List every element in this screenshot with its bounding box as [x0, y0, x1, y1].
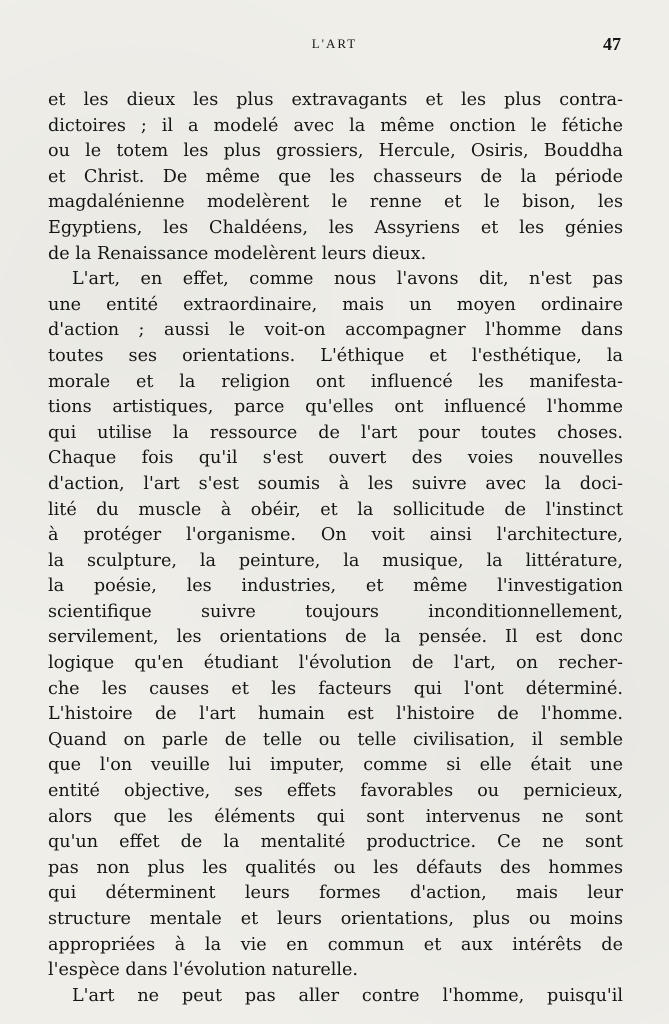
text-line: alors que les éléments qui sont intervenus ne sont: [48, 806, 623, 827]
text-line: et Christ. De même que les chasseurs de la période: [48, 166, 623, 187]
text-line: d'action ; aussi le voit-on accompagner l'homme dans: [48, 320, 623, 341]
text-line: scientifique suivre toujours inconditionnellement,: [48, 601, 623, 622]
running-head: [0, 34, 669, 56]
text-line: une entité extraordinaire, mais un moyen ordinaire: [48, 294, 623, 315]
text-line: pas non plus les qualités ou les défauts des hommes: [48, 857, 623, 878]
text-line: Egyptiens, les Chaldéens, les Assyriens et les génies: [48, 217, 623, 238]
running-title: L'ART: [311, 36, 358, 51]
text-line: entité objective, ses effets favorables ou pernicieux,: [48, 781, 623, 802]
text-line: la poésie, les industries, et même l'investigation: [48, 576, 623, 597]
text-line: structure mentale et leurs orientations, plus ou moins: [48, 909, 623, 929]
text-line: à protéger l'organisme. On voit ainsi l'architecture,: [48, 525, 623, 546]
text-line: toutes ses orientations. L'éthique et l'esthétique, la: [48, 345, 623, 366]
text-line: L'art, en effet, comme nous l'avons dit, n'est pas: [72, 269, 623, 290]
text-line: tions artistiques, parce qu'elles ont influencé l'homme: [48, 397, 623, 418]
text-line: la sculpture, la peinture, la musique, la littérature,: [48, 550, 623, 571]
text-line: ou le totem les plus grossiers, Hercule, Osiris, Bouddha: [48, 141, 623, 162]
text-line: qui déterminent leurs formes d'action, mais leur: [48, 883, 623, 904]
text-line: servilement, les orientations de la pensée. Il est donc: [48, 627, 623, 648]
text-line: appropriées à la vie en commun et aux intérêts de: [48, 934, 623, 955]
text-line: morale et la religion ont influencé les manifesta-: [48, 371, 623, 392]
text-line: L'histoire de l'art humain est l'histoire de l'homme.: [48, 704, 623, 725]
text-line: et les dieux les plus extravagants et les plus contra-: [48, 90, 623, 110]
body-text: [48, 88, 623, 1009]
text-line: che les causes et les facteurs qui l'ont déterminé.: [48, 678, 623, 699]
text-line: lité du muscle à obéir, et la sollicitude de l'instinct: [48, 499, 623, 520]
text-line: que l'on veuille lui imputer, comme si elle était une: [48, 755, 623, 776]
text-line: de la Renaissance modelèrent leurs dieux.: [48, 243, 427, 264]
text-line: qui utilise la ressource de l'art pour toutes choses.: [48, 422, 623, 443]
text-line: L'art ne peut pas aller contre l'homme, puisqu'il: [72, 985, 623, 1006]
text-line: dictoires ; il a modelé avec la même onction le fétiche: [48, 115, 623, 136]
text-line: d'action, l'art s'est soumis à les suivre avec la doci-: [48, 473, 623, 494]
page-number: 47: [603, 34, 621, 54]
text-line: logique qu'en étudiant l'évolution de l'art, on recher-: [48, 653, 623, 674]
text-line: Quand on parle de telle ou telle civilisation, il semble: [48, 729, 623, 750]
text-line: magdalénienne modelèrent le renne et le bison, les: [48, 192, 623, 213]
text-line: qu'un effet de la mentalité productrice. Ce ne sont: [48, 832, 623, 853]
text-line: Chaque fois qu'il s'est ouvert des voies nouvelles: [48, 448, 623, 469]
text-line: l'espèce dans l'évolution naturelle.: [48, 960, 359, 981]
